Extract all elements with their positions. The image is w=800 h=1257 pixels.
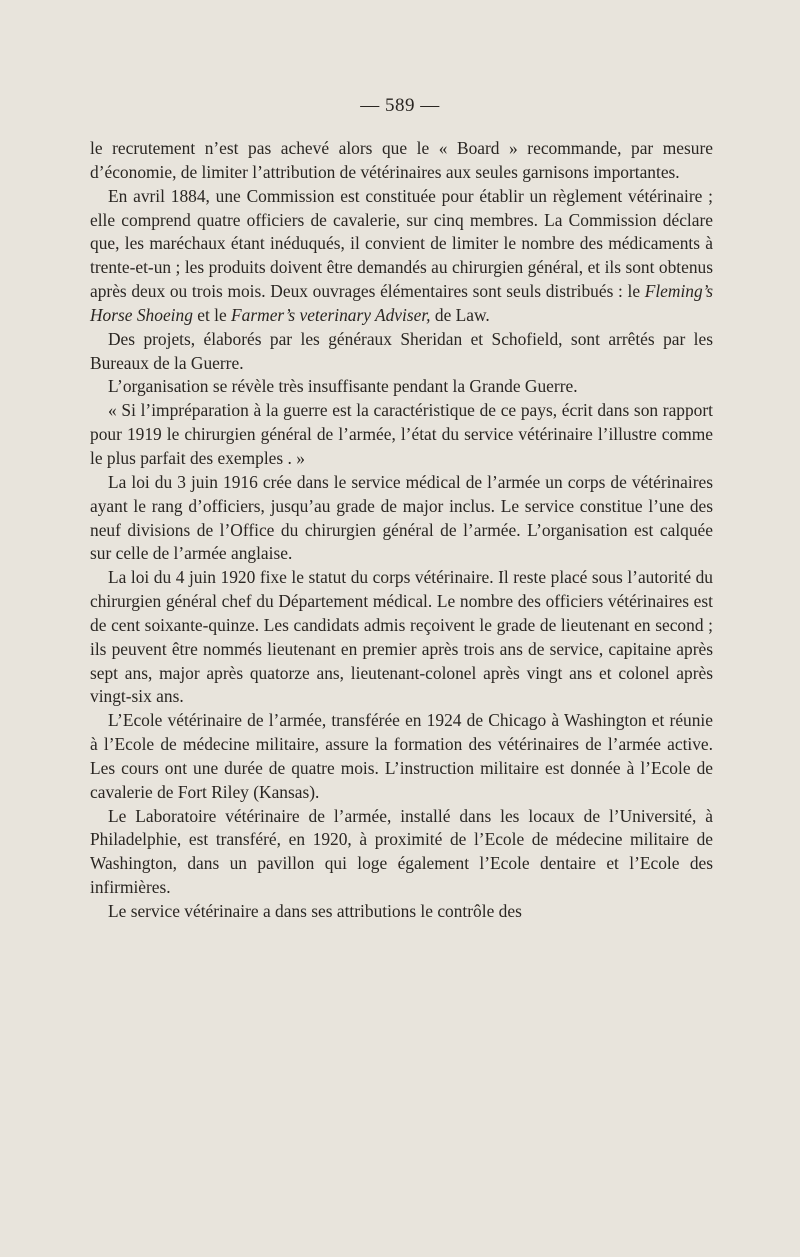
paragraph-7: La loi du 4 juin 1920 fixe le statut du corps vétérinaire. Il reste placé sous l’autorité du chirurgien général chef du Département médical. Le nombre des officiers vétérinaires est de cent soixante-quinze. Les candidats admis reçoivent le grade de lieutenant en second ; ils peuvent être nommés lieutenant en premier après trois ans de service, capitaine après sept ans, major après quatorze ans, lieutenant-colonel après vingt ans et colonel après vingt-six ans. xyxy=(90,567,713,707)
book-title-flemings-horse-shoeing: Fleming’s Horse Shoeing xyxy=(90,281,713,325)
book-title-farmers-veterinary-adviser: Farmer’s veterinary Adviser, xyxy=(231,304,431,325)
paragraph-4: L’organisation se révèle très insuffisante pendant la Grande Guerre. xyxy=(108,376,578,397)
paragraph-8: L’Ecole vétérinaire de l’armée, transférée en 1924 de Chicago à Washington et réunie à l’Ecole de médecine militaire, assure la formation des vétérinaires de l’armée active. Les cours ont une durée de quatre mois. L’instruction militaire est donnée à l’Ecole de cavalerie de Fort Riley (Kansas). xyxy=(90,710,713,802)
body-text xyxy=(90,137,713,924)
paragraph-1: le recrutement n’est pas achevé alors que le « Board » recommande, par mesure d’économie, de limiter l’attribution de vétérinaires aux seules garnisons importantes. xyxy=(90,138,713,182)
paragraph-5-quote: « Si l’impréparation à la guerre est la caractéristique de ce pays, écrit dans son rapport pour 1919 le chirurgien général de l’armée, l’état du service vétérinaire l’illustre comme le plus parfait des exemples . » xyxy=(90,400,713,468)
paragraph-10: Le service vétérinaire a dans ses attributions le contrôle des xyxy=(108,901,522,921)
paragraph-9: Le Laboratoire vétérinaire de l’armée, installé dans les locaux de l’Université, à Philadelphie, est transféré, en 1920, à proximité de l’Ecole de médecine militaire de Washington, dans un pavillon qui loge également l’Ecole dentaire et l’Ecole des infirmières. xyxy=(90,805,713,898)
paragraph-2 xyxy=(90,185,713,328)
paragraph-2-text-e: de Law. xyxy=(430,304,490,325)
paragraph-2-text-c: et le xyxy=(192,304,232,325)
paragraph-3: Des projets, élaborés par les généraux Sheridan et Schofield, sont arrêtés par les Bureaux de la Guerre. xyxy=(90,328,713,373)
paragraph-6: La loi du 3 juin 1916 crée dans le service médical de l’armée un corps de vétérinaires ayant le rang d’officiers, jusqu’au grade de major inclus. Le service constitue l’une des neuf divisions de l’Office du chirurgien général de l’armée. L’organisation est calquée sur celle de l’armée anglaise. xyxy=(90,471,713,564)
page-number: — 589 — xyxy=(360,95,440,116)
paragraph-2-text-a: En avril 1884, une Commission est constituée pour établir un règlement vétérinaire ; elle comprend quatre officiers de cavalerie, sur cinq membres. La Commission déclare que, les maréchaux étant inéduqués, il convient de limiter le nombre des médicaments à trente-et-un ; les produits doivent être demandés au chirurgien général, et ils sont obtenus après deux ou trois mois. Deux ouvrages élémentaires sont seuls distribués : le xyxy=(90,185,713,302)
